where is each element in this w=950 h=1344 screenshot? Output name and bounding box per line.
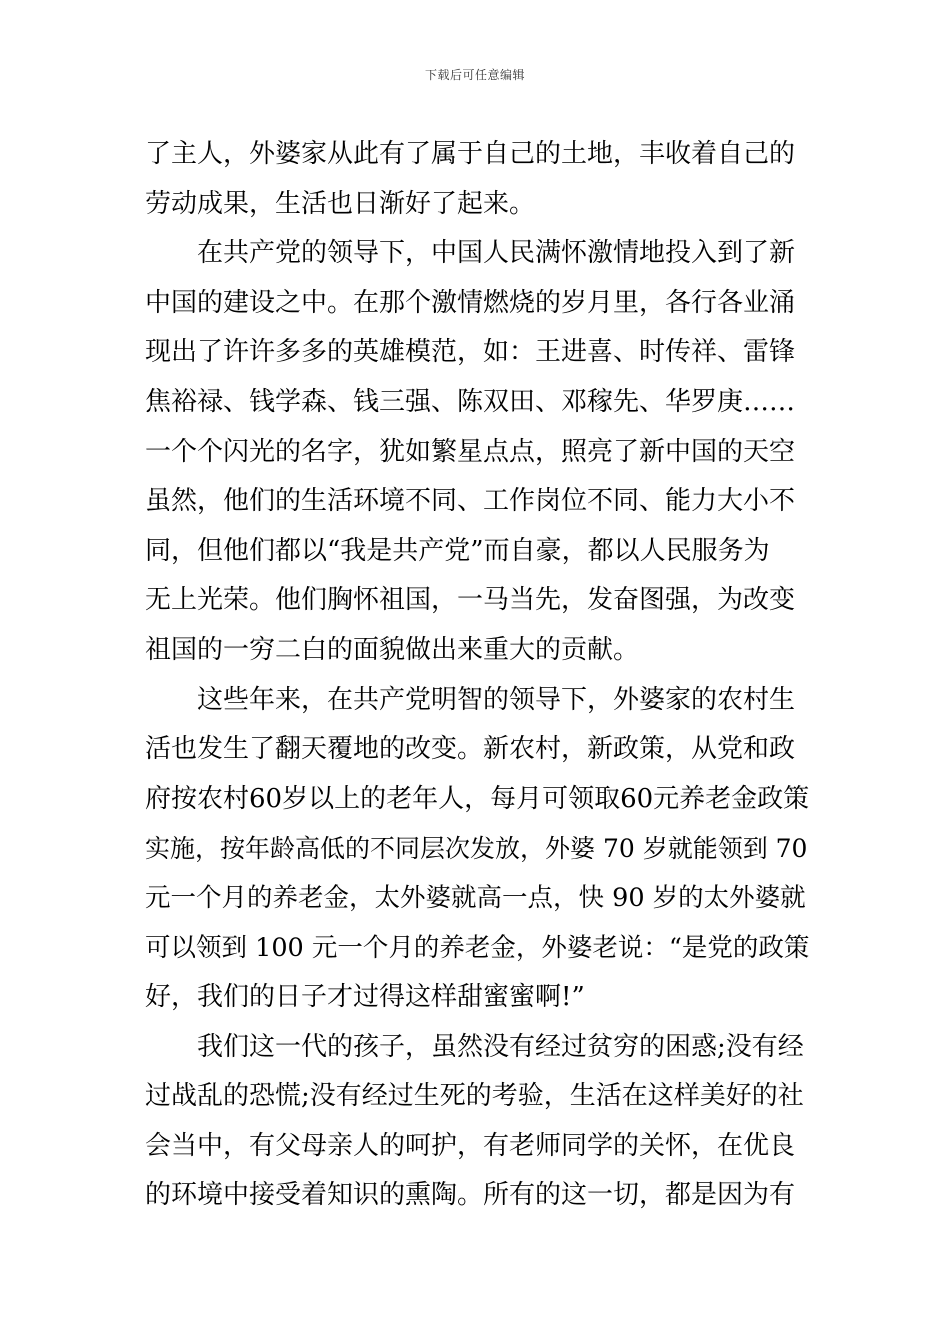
text-line: 活也发生了翻天覆地的改变。新农村，新政策，从党和政 <box>145 734 796 765</box>
text-line: 无上光荣。他们胸怀祖国，一马当先，发奋图强，为改变 <box>145 585 796 616</box>
text-line: 过战乱的恐慌;没有经过生死的考验，生活在这样美好的社 <box>145 1081 804 1112</box>
text-line: 同，但他们都以“我是共产党”而自豪，都以人民服务为 <box>145 535 770 566</box>
page-header: 下载后可任意编辑 <box>424 68 525 82</box>
text-line: 祖国的一穷二白的面貌做出来重大的贡献。 <box>145 634 640 665</box>
text-line: 府按农村60岁以上的老年人，每月可领取60元养老金政策 <box>145 783 810 814</box>
text-line: 这些年来，在共产党明智的领导下，外婆家的农村生 <box>197 684 796 715</box>
text-line: 焦裕禄、钱学森、钱三强、陈双田、邓稼先、华罗庚…… <box>145 386 796 417</box>
text-line: 的环境中接受着知识的熏陶。所有的这一切，都是因为有 <box>145 1180 796 1211</box>
text-line: 中国的建设之中。在那个激情燃烧的岁月里，各行各业涌 <box>145 287 796 318</box>
text-line: 实施，按年龄高低的不同层次发放，外婆 70 岁就能领到 70 <box>145 834 808 864</box>
text-line: 一个个闪光的名字，犹如繁星点点，照亮了新中国的天空 <box>145 436 796 467</box>
text-line: 会当中，有父母亲人的呵护，有老师同学的关怀，在优良 <box>145 1130 796 1161</box>
body-text <box>145 130 815 1221</box>
text-line: 劳动成果，生活也日渐好了起来。 <box>145 188 536 219</box>
text-line: 虽然，他们的生活环境不同、工作岗位不同、能力大小不 <box>145 486 796 517</box>
text-line: 元一个月的养老金，太外婆就高一点，快 90 岁的太外婆就 <box>145 882 806 913</box>
text-line: 了主人，外婆家从此有了属于自己的土地，丰收着自己的 <box>145 139 796 169</box>
text-line: 在共产党的领导下，中国人民满怀激情地投入到了新 <box>197 238 796 269</box>
text-line: 可以领到 100 元一个月的养老金，外婆老说：“是党的政策 <box>145 932 810 963</box>
text-line: 好，我们的日子才过得这样甜蜜蜜啊!” <box>145 982 585 1013</box>
text-line: 现出了许许多多的英雄模范，如：王进喜、时传祥、雷锋 <box>145 337 796 368</box>
text-line: 我们这一代的孩子，虽然没有经过贫穷的困惑;没有经 <box>197 1031 804 1062</box>
